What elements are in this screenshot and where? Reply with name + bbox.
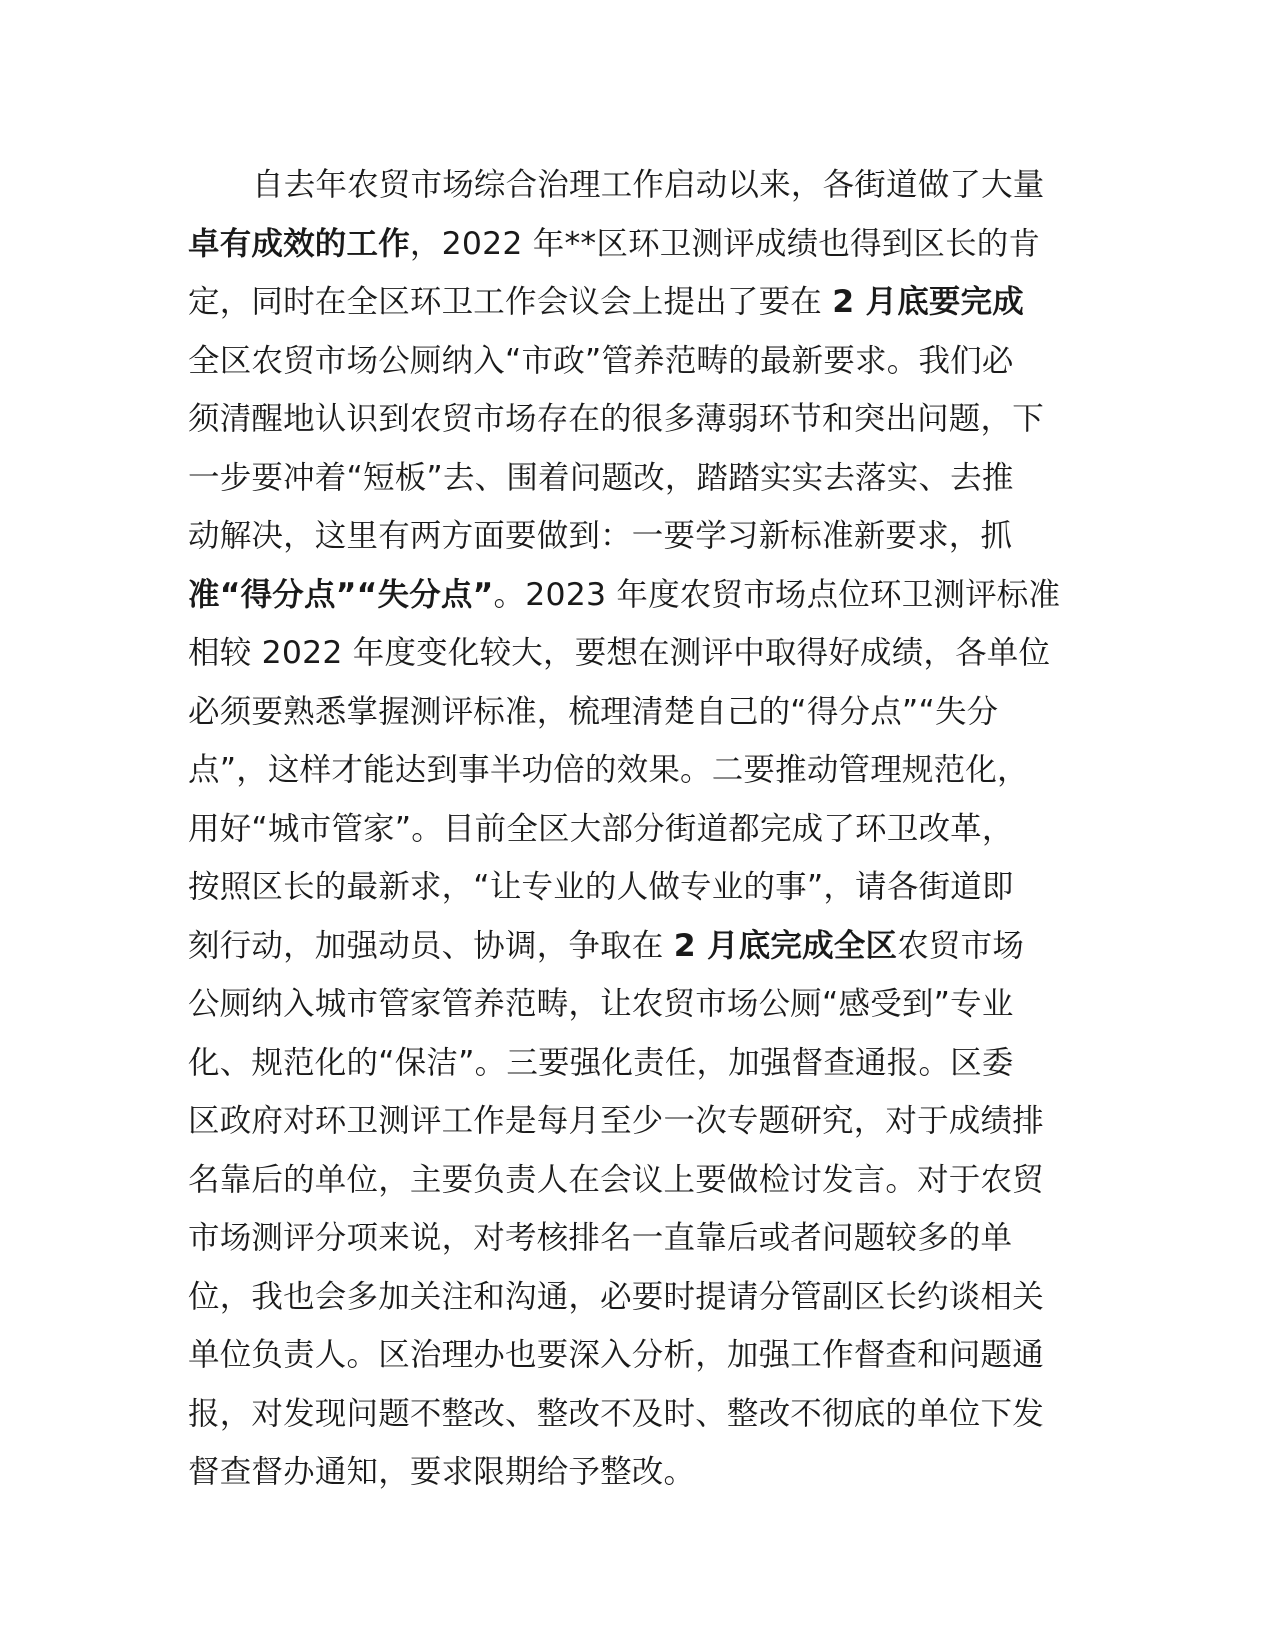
body-paragraph: [188, 156, 1088, 1502]
text-segment: 名靠后的单位，主要负责人在会议上要做检讨发言。对于农贸: [188, 1161, 1044, 1198]
text-segment: ，2022 年**区环卫测评成绩也得到区长的肯: [409, 225, 1041, 262]
text-line: [188, 273, 1088, 332]
text-line: [188, 156, 1088, 215]
text-segment: 须清醒地认识到农贸市场存在的很多薄弱环节和突出问题，下: [188, 401, 1044, 437]
text-line: [188, 1385, 1088, 1444]
text-segment: 点”，这样才能达到事半功倍的效果。二要推动管理规范化，: [188, 752, 1029, 788]
text-line: [188, 390, 1088, 449]
text-line: [188, 800, 1088, 859]
text-segment: 单位负责人。区治理办也要深入分析，加强工作督查和问题通: [188, 1337, 1044, 1373]
text-line: [188, 624, 1088, 683]
text-line: [188, 566, 1088, 625]
text-segment: 自去年农贸市场综合治理工作启动以来，各街道做了大量: [252, 167, 1045, 203]
text-line: [188, 1268, 1088, 1327]
bold-text-segment: 2 月底完成全区: [673, 927, 898, 964]
text-segment: 动解决，这里有两方面要做到：一要学习新标准新要求，抓: [188, 518, 1013, 554]
bold-text-segment: 卓有成效的工作: [188, 225, 410, 262]
text-line: [188, 975, 1088, 1034]
text-line: [188, 1326, 1088, 1385]
text-line: [188, 1443, 1088, 1502]
text-segment: 。2023 年度农贸市场点位环卫测评标准: [493, 576, 1061, 613]
text-line: [188, 449, 1088, 508]
text-line: [188, 1034, 1088, 1093]
text-line: [188, 683, 1088, 742]
text-segment: 用好“城市管家”。目前全区大部分街道都完成了环卫改革，: [188, 810, 1014, 847]
bold-text-segment: 2 月底要完成: [832, 284, 1025, 320]
text-line: [188, 507, 1088, 566]
text-line: [188, 858, 1088, 917]
text-segment: 全区农贸市场公厕纳入“市政”管养范畴的最新要求。我们必: [188, 342, 1014, 379]
text-segment: 市场测评分项来说，对考核排名一直靠后或者问题较多的单: [188, 1220, 1013, 1256]
text-line: [188, 1092, 1088, 1151]
bold-text-segment: 准“得分点”“失分点”: [188, 576, 494, 613]
text-line: [188, 332, 1088, 391]
text-segment: 一步要冲着“短板”去、围着问题改，踏踏实实去落实、去推: [188, 459, 1014, 496]
text-segment: 督查督办通知，要求限期给予整改。: [188, 1454, 696, 1490]
text-segment: 必须要熟悉掌握测评标准，梳理清楚自己的“得分点”“失分: [188, 693, 999, 730]
text-line: [188, 215, 1088, 274]
text-segment: 农贸市场: [897, 927, 1025, 964]
text-segment: 化、规范化的“保洁”。三要强化责任，加强督查通报。区委: [188, 1044, 1014, 1081]
text-segment: 区政府对环卫测评工作是每月至少一次专题研究，对于成绩排: [188, 1103, 1044, 1139]
text-segment: 按照区长的最新求，“让专业的人做专业的事”，请各街道即: [188, 869, 1014, 905]
text-line: [188, 917, 1088, 976]
text-line: [188, 1151, 1088, 1210]
text-segment: 定，同时在全区环卫工作会议会上提出了要在: [188, 284, 833, 320]
text-segment: 相较 2022 年度变化较大，要想在测评中取得好成绩，各单位: [188, 635, 1051, 671]
text-line: [188, 1209, 1088, 1268]
text-segment: 位，我也会多加关注和沟通，必要时提请分管副区长约谈相关: [188, 1278, 1044, 1315]
text-segment: 刻行动，加强动员、协调，争取在: [188, 927, 674, 964]
text-segment: 报，对发现问题不整改、整改不及时、整改不彻底的单位下发: [188, 1395, 1044, 1432]
text-segment: 公厕纳入城市管家管养范畴，让农贸市场公厕“感受到”专业: [188, 986, 1014, 1022]
text-line: [188, 741, 1088, 800]
